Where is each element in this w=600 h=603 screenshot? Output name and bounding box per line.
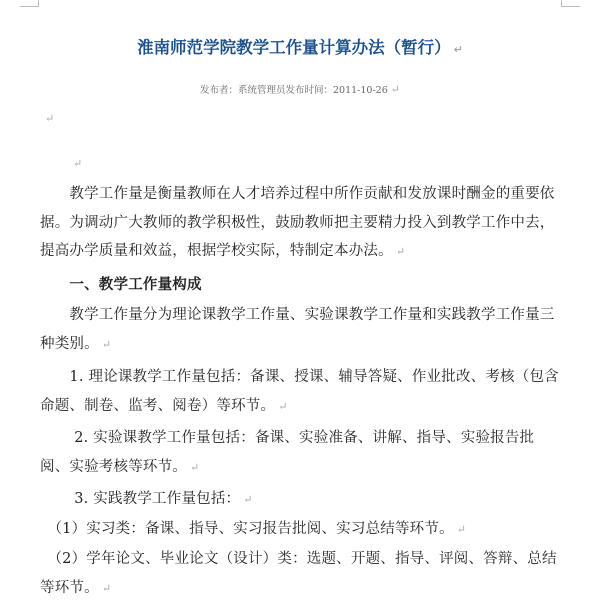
document-title: 淮南师范学院教学工作量计算办法（暂行） ↵ bbox=[137, 38, 463, 57]
list-item-practice: 3. 实践教学工作量包括： ↵ bbox=[40, 491, 253, 507]
paragraph-mark-icon: ↵ bbox=[101, 337, 112, 351]
publish-info: 发布者：系统管理员发布时间：2011-10-26 ↵ bbox=[200, 83, 400, 96]
list-subitem-internship: （1）实习类：备课、指导、实习报告批阅、实习总结等环节。 ↵ bbox=[40, 521, 467, 537]
paragraph-mark-icon: ↵ bbox=[453, 43, 463, 56]
paragraph-mark-icon: ↵ bbox=[278, 399, 288, 413]
page-corner-mark-right bbox=[561, 0, 580, 7]
page-corner-mark-left bbox=[20, 0, 39, 7]
paragraph-mark-icon: ↵ bbox=[243, 493, 253, 506]
paragraph-mark-icon: ↵ bbox=[45, 112, 55, 125]
paragraph-mark-icon: ↵ bbox=[73, 157, 83, 170]
body-paragraph-intro: 教学工作量是衡量教师在人才培养过程中所作贡献和发放课时酬金的重要依据。为调动广大教师的教学积极性，鼓励教师把主要精力投入到教学工作中去，提高办学质量和效益，根据学校实际，特制定本办法。 ↵ bbox=[40, 186, 555, 259]
list-subitem-thesis: （2）学年论文、毕业论文（设计）类：选题、开题、指导、评阅、答辩、总结等环节。 ↵ bbox=[40, 551, 557, 596]
paragraph-mark-icon: ↵ bbox=[395, 245, 406, 258]
paragraph-mark-icon: ↵ bbox=[456, 523, 467, 536]
section-heading: 一、教学工作量构成 bbox=[40, 277, 202, 293]
list-item-experiment: 2. 实验课教学工作量包括：备课、实验准备、讲解、指导、实验报告批阅、实验考核等环节。 ↵ bbox=[40, 430, 535, 475]
paragraph-mark-icon: ↵ bbox=[101, 581, 112, 595]
paragraph-mark-icon: ↵ bbox=[390, 83, 400, 96]
paragraph-mark-icon: ↵ bbox=[190, 460, 200, 474]
body-paragraph-categories: 教学工作量分为理论课教学工作量、实验课教学工作量和实践教学工作量三种类别。 ↵ bbox=[40, 307, 555, 352]
list-item-theory: 1. 理论课教学工作量包括：备课、授课、辅导答疑、作业批改、考核（包含命题、制卷、监考、阅卷）等环节。 ↵ bbox=[40, 369, 559, 414]
